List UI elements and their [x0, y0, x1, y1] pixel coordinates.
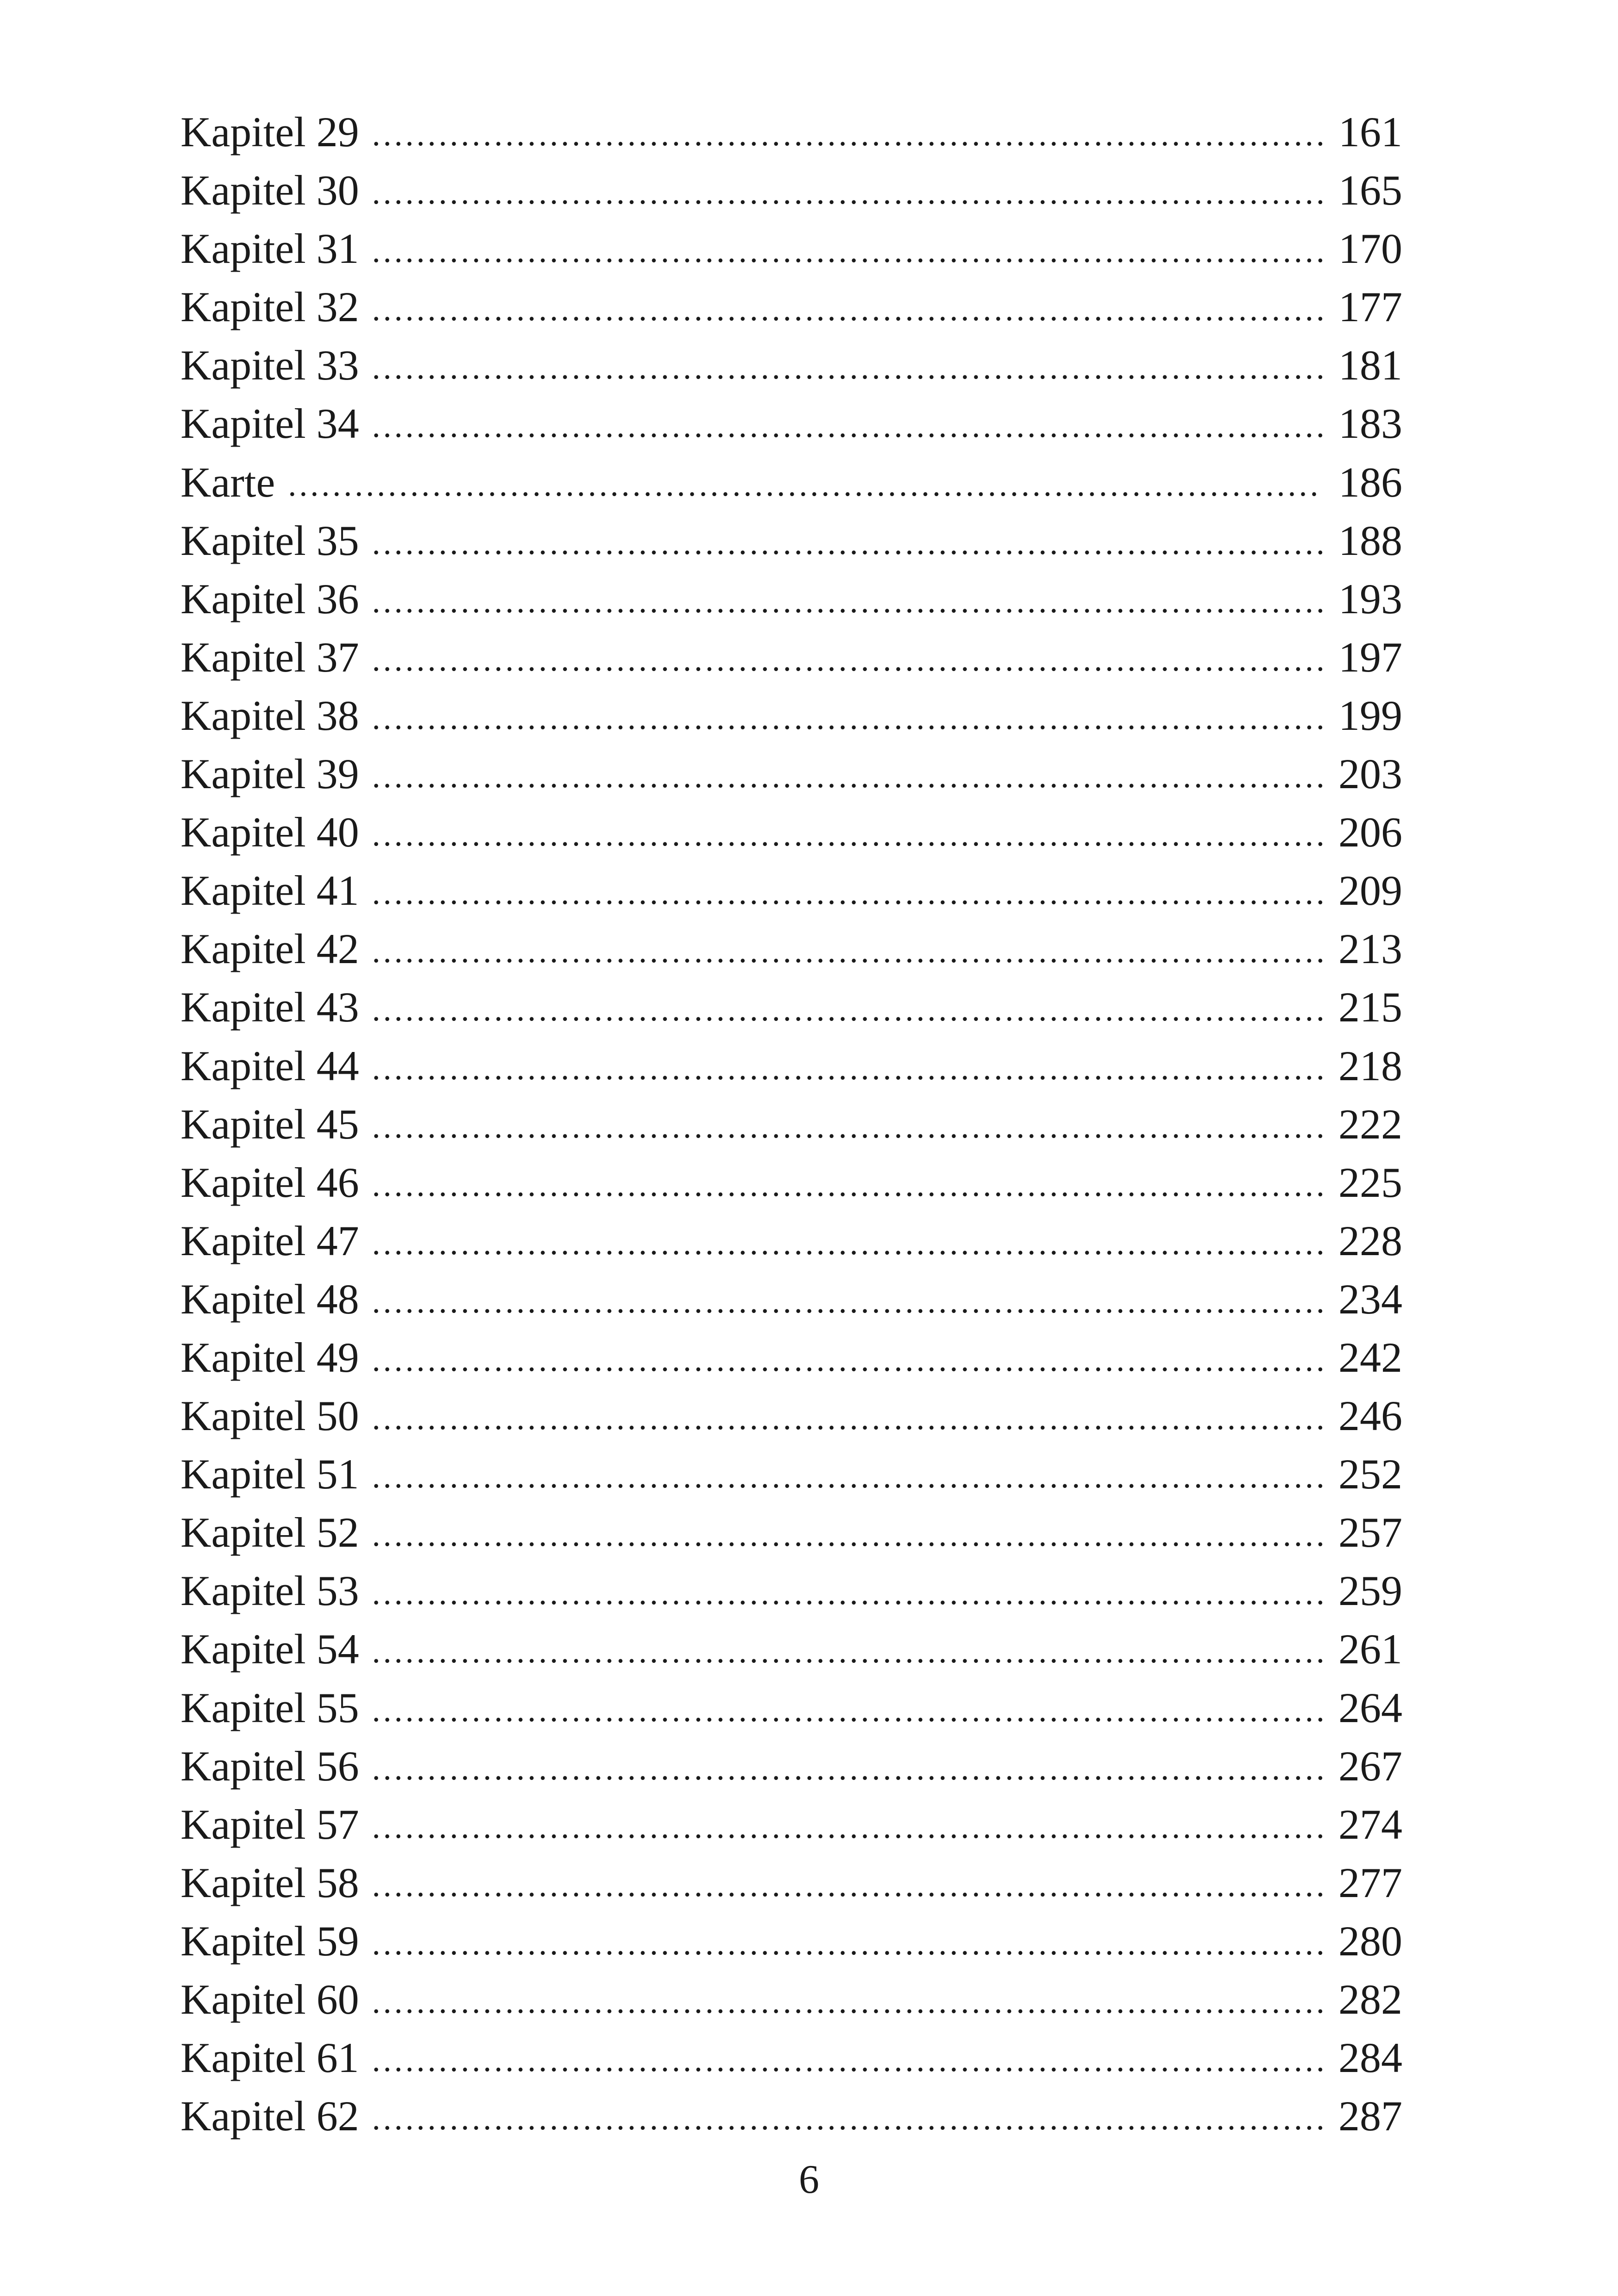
dot-leader: [372, 630, 1323, 686]
toc-entry[interactable]: [180, 1679, 1402, 1737]
toc-entry-title: Kapitel 53: [180, 1567, 359, 1615]
toc-entry[interactable]: [180, 2028, 1402, 2087]
toc-entry-page-number: 222: [1338, 1100, 1402, 1148]
toc-entry-title: Kapitel 55: [180, 1684, 359, 1731]
toc-entry[interactable]: [180, 103, 1402, 161]
dot-leader: [372, 689, 1323, 745]
toc-entry-title: Kapitel 60: [180, 1976, 359, 2023]
toc-entry-page-number: 213: [1338, 925, 1402, 973]
toc-entry-page-number: 261: [1338, 1625, 1402, 1673]
toc-entry[interactable]: [180, 2087, 1402, 2145]
dot-leader: [372, 1506, 1323, 1562]
toc-entry-title: Kapitel 41: [180, 867, 359, 915]
dot-leader: [372, 980, 1323, 1036]
dot-leader: [372, 1856, 1323, 1912]
toc-entry[interactable]: [180, 278, 1402, 336]
toc-entry[interactable]: [180, 803, 1402, 861]
dot-leader: [372, 1798, 1323, 1854]
dot-leader: [372, 1914, 1323, 1970]
toc-entry-title: Kapitel 34: [180, 400, 359, 448]
toc-entry-page-number: 277: [1338, 1859, 1402, 1906]
dot-leader: [372, 105, 1323, 161]
toc-entry-title: Kapitel 30: [180, 167, 359, 214]
toc-entry[interactable]: [180, 686, 1402, 745]
toc-entry-page-number: 193: [1338, 575, 1402, 622]
toc-entry-page-number: 199: [1338, 691, 1402, 739]
toc-entry-page-number: 246: [1338, 1392, 1402, 1440]
toc-entry-page-number: 186: [1338, 458, 1402, 506]
toc-entry-page-number: 209: [1338, 867, 1402, 915]
toc-entry[interactable]: [180, 1387, 1402, 1445]
dot-leader: [372, 2031, 1323, 2087]
toc-entry-title: Kapitel 43: [180, 983, 359, 1031]
toc-entry[interactable]: [180, 1562, 1402, 1620]
toc-entry-page-number: 284: [1338, 2034, 1402, 2082]
dot-leader: [288, 455, 1323, 511]
toc-entry[interactable]: [180, 628, 1402, 686]
toc-entry[interactable]: [180, 861, 1402, 920]
toc-entry-title: Kapitel 42: [180, 925, 359, 973]
toc-entry-page-number: 181: [1338, 342, 1402, 389]
toc-entry[interactable]: [180, 511, 1402, 570]
toc-entry[interactable]: [180, 1328, 1402, 1387]
dot-leader: [372, 2089, 1323, 2145]
toc-entry[interactable]: [180, 219, 1402, 278]
toc-entry-title: Kapitel 40: [180, 809, 359, 856]
toc-entry[interactable]: [180, 1912, 1402, 1970]
toc-entry-page-number: 188: [1338, 516, 1402, 564]
toc-entry-page-number: 234: [1338, 1275, 1402, 1323]
toc-entry[interactable]: [180, 1095, 1402, 1153]
table-of-contents: [180, 103, 1402, 2145]
toc-entry-page-number: 264: [1338, 1684, 1402, 1731]
toc-entry-page-number: 267: [1338, 1742, 1402, 1790]
toc-entry[interactable]: [180, 453, 1402, 511]
toc-entry[interactable]: [180, 1620, 1402, 1678]
dot-leader: [372, 338, 1323, 394]
toc-entry[interactable]: [180, 1445, 1402, 1503]
toc-entry-page-number: 257: [1338, 1509, 1402, 1556]
dot-leader: [372, 1389, 1323, 1445]
toc-entry-title: Kapitel 59: [180, 1917, 359, 1965]
toc-entry[interactable]: [180, 920, 1402, 978]
dot-leader: [372, 922, 1323, 978]
toc-entry[interactable]: [180, 978, 1402, 1036]
dot-leader: [372, 1447, 1323, 1503]
toc-entry-page-number: 177: [1338, 283, 1402, 331]
toc-entry-title: Kapitel 51: [180, 1450, 359, 1498]
toc-entry-title: Kapitel 56: [180, 1742, 359, 1790]
toc-entry[interactable]: [180, 1737, 1402, 1795]
toc-entry-title: Kapitel 39: [180, 750, 359, 798]
dot-leader: [372, 1272, 1323, 1328]
dot-leader: [372, 805, 1323, 861]
toc-entry-title: Kapitel 33: [180, 342, 359, 389]
toc-entry-page-number: 287: [1338, 2092, 1402, 2140]
toc-entry-title: Kapitel 36: [180, 575, 359, 622]
toc-entry-page-number: 197: [1338, 633, 1402, 681]
dot-leader: [372, 222, 1323, 278]
toc-entry-title: Kapitel 38: [180, 691, 359, 739]
toc-entry[interactable]: [180, 1153, 1402, 1212]
toc-entry-page-number: 161: [1338, 108, 1402, 156]
dot-leader: [372, 514, 1323, 570]
toc-entry-title: Kapitel 46: [180, 1158, 359, 1206]
toc-entry[interactable]: [180, 161, 1402, 219]
toc-entry-title: Kapitel 29: [180, 108, 359, 156]
dot-leader: [372, 1039, 1323, 1095]
toc-entry-title: Kapitel 54: [180, 1625, 359, 1673]
toc-entry-title: Kapitel 47: [180, 1217, 359, 1264]
toc-entry-title: Kapitel 49: [180, 1333, 359, 1381]
toc-entry-title: Kapitel 44: [180, 1042, 359, 1089]
dot-leader: [372, 572, 1323, 628]
toc-entry-title: Kapitel 32: [180, 283, 359, 331]
toc-entry-page-number: 280: [1338, 1917, 1402, 1965]
dot-leader: [372, 1331, 1323, 1387]
toc-entry[interactable]: [180, 1795, 1402, 1854]
toc-entry-title: Kapitel 62: [180, 2092, 359, 2140]
toc-entry-page-number: 165: [1338, 167, 1402, 214]
toc-entry-title: Kapitel 50: [180, 1392, 359, 1440]
page-number: 6: [799, 2157, 819, 2202]
toc-entry[interactable]: [180, 394, 1402, 453]
toc-entry-page-number: 215: [1338, 983, 1402, 1031]
toc-entry-page-number: 274: [1338, 1800, 1402, 1848]
toc-entry-page-number: 252: [1338, 1450, 1402, 1498]
dot-leader: [372, 1214, 1323, 1270]
dot-leader: [372, 1681, 1323, 1737]
toc-entry[interactable]: [180, 1037, 1402, 1095]
toc-entry-title: Kapitel 58: [180, 1859, 359, 1906]
toc-entry-page-number: 282: [1338, 1976, 1402, 2023]
dot-leader: [372, 864, 1323, 920]
dot-leader: [372, 1972, 1323, 2028]
toc-entry-title: Kapitel 48: [180, 1275, 359, 1323]
toc-entry-page-number: 218: [1338, 1042, 1402, 1089]
toc-entry[interactable]: [180, 745, 1402, 803]
toc-entry[interactable]: [180, 570, 1402, 628]
toc-entry[interactable]: [180, 1970, 1402, 2028]
toc-entry-page-number: 225: [1338, 1158, 1402, 1206]
toc-entry-page-number: 206: [1338, 809, 1402, 856]
toc-entry-title: Kapitel 37: [180, 633, 359, 681]
dot-leader: [372, 747, 1323, 803]
toc-entry-title: Kapitel 45: [180, 1100, 359, 1148]
dot-leader: [372, 1622, 1323, 1678]
toc-entry-title: Kapitel 35: [180, 516, 359, 564]
toc-entry-page-number: 242: [1338, 1333, 1402, 1381]
toc-entry-page-number: 170: [1338, 225, 1402, 273]
toc-entry-page-number: 183: [1338, 400, 1402, 448]
toc-entry[interactable]: [180, 1212, 1402, 1270]
toc-entry[interactable]: [180, 1854, 1402, 1912]
dot-leader: [372, 280, 1323, 336]
dot-leader: [372, 163, 1323, 219]
dot-leader: [372, 1156, 1323, 1212]
toc-entry-title: Kapitel 52: [180, 1509, 359, 1556]
dot-leader: [372, 1739, 1323, 1795]
toc-entry-page-number: 259: [1338, 1567, 1402, 1615]
toc-entry[interactable]: [180, 336, 1402, 394]
dot-leader: [372, 397, 1323, 453]
toc-entry-title: Kapitel 57: [180, 1800, 359, 1848]
toc-entry-title: Kapitel 31: [180, 225, 359, 273]
toc-entry[interactable]: [180, 1270, 1402, 1328]
toc-entry-title: Kapitel 61: [180, 2034, 359, 2082]
dot-leader: [372, 1564, 1323, 1620]
toc-entry-page-number: 228: [1338, 1217, 1402, 1264]
toc-entry-title: Karte: [180, 458, 275, 506]
dot-leader: [372, 1097, 1323, 1153]
toc-entry-page-number: 203: [1338, 750, 1402, 798]
toc-entry[interactable]: [180, 1503, 1402, 1562]
